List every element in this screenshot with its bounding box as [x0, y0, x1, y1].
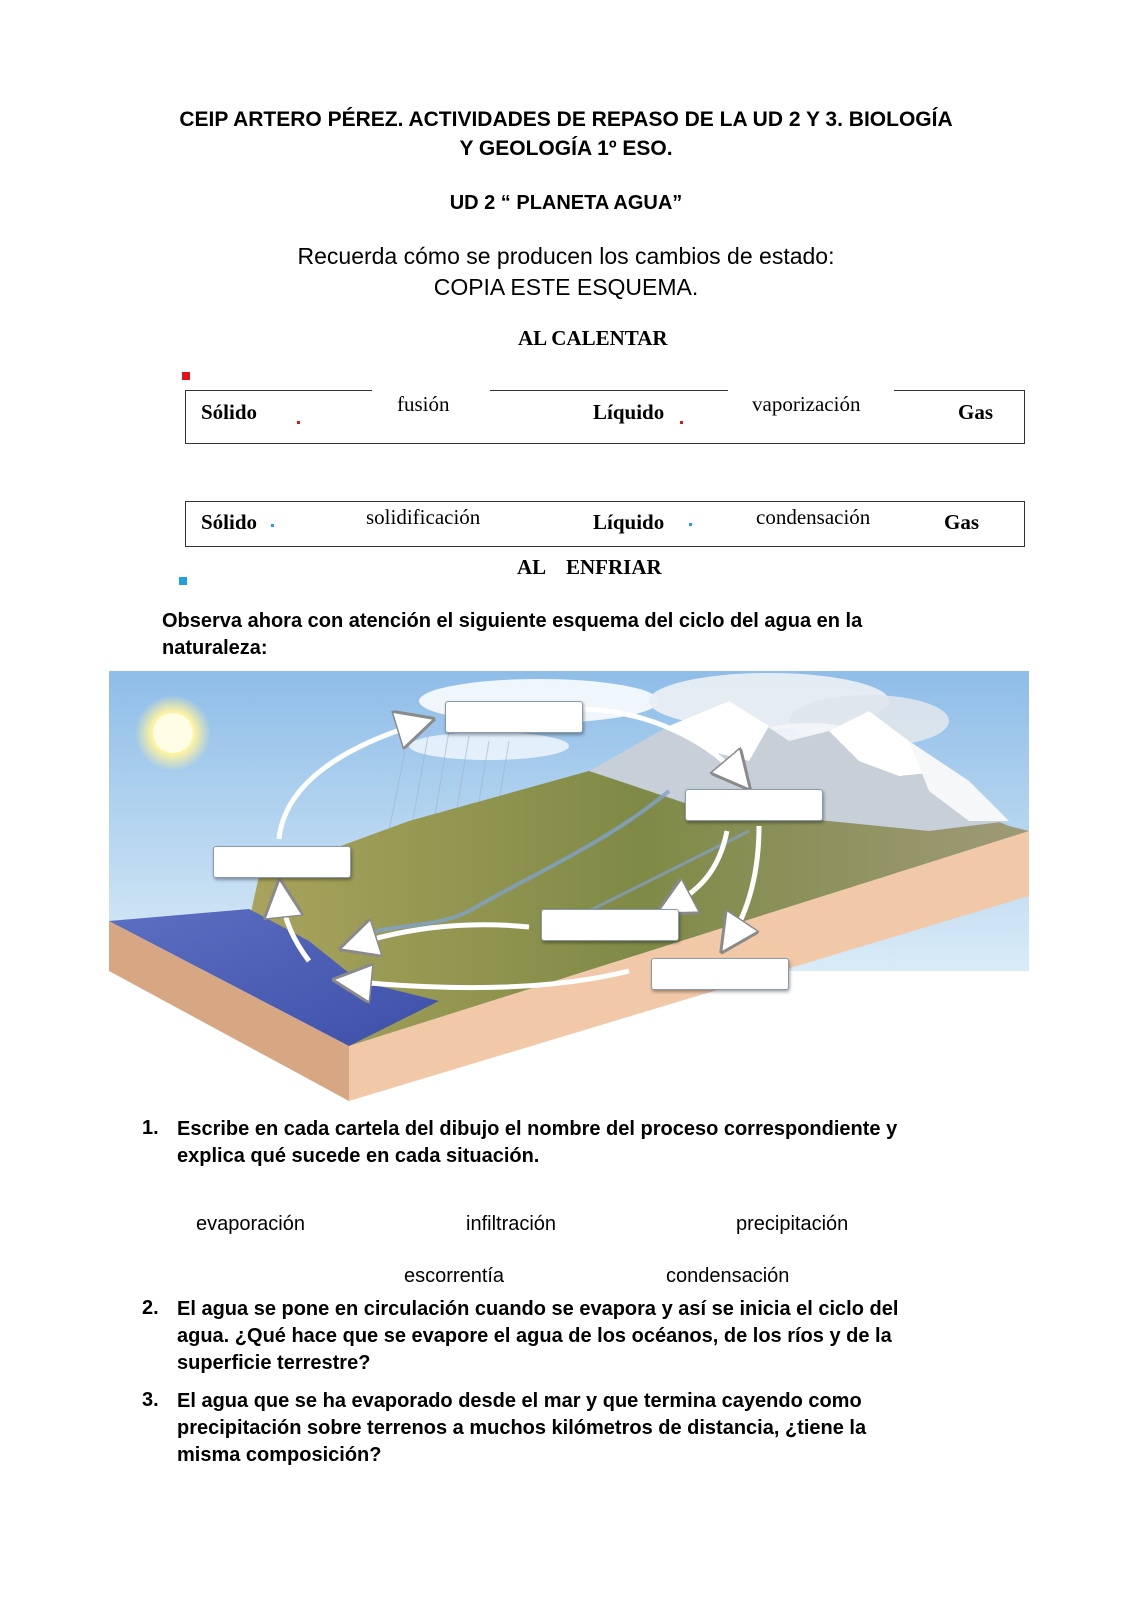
question-2-line2: agua. ¿Qué hace que se evapore el agua de los océanos, de los ríos y de la: [177, 1325, 892, 1347]
word-precipitacion: precipitación: [736, 1213, 849, 1235]
cycle-label-box-mountain[interactable]: [685, 789, 823, 821]
unit-heading: UD 2 “ PLANETA AGUA”: [449, 192, 683, 214]
word-evaporacion: evaporación: [196, 1213, 305, 1235]
heat-process-fusion: fusión: [397, 392, 450, 416]
document-title-line1: CEIP ARTERO PÉREZ. ACTIVIDADES DE REPASO DE LA UD 2 Y 3. BIOLOGÍA: [179, 108, 953, 131]
heat-dot-icon: [680, 421, 683, 424]
cycle-label-box-top[interactable]: [445, 701, 583, 733]
water-cycle-illustration: [109, 671, 1029, 1101]
heat-dot-icon: [297, 421, 300, 424]
heat-gas-label: Gas: [958, 400, 994, 424]
question-3-line2: precipitación sobre terrenos a muchos kilómetros de distancia, ¿tiene la: [177, 1417, 867, 1439]
cool-marker-icon: [179, 577, 187, 585]
cool-dot-icon: [271, 524, 274, 527]
cool-gas-label: Gas: [944, 510, 980, 534]
cycle-label-box-left[interactable]: [213, 846, 351, 878]
cycle-label-box-ground[interactable]: [651, 958, 789, 990]
observe-line1: Observa ahora con atención el siguiente esquema del ciclo del agua en la: [162, 610, 863, 632]
question-2-line3: superficie terrestre?: [177, 1352, 371, 1374]
water-cycle-drawing: [109, 671, 1029, 1101]
question-number: 1.: [142, 1117, 159, 1139]
heat-process-vaporization: vaporización: [752, 392, 861, 416]
word-infiltracion: infiltración: [466, 1213, 557, 1235]
intro-line1: Recuerda cómo se producen los cambios de estado:: [297, 243, 835, 269]
word-condensacion: condensación: [666, 1265, 790, 1287]
cooling-label: AL ENFRIAR: [517, 555, 662, 579]
heat-marker-icon: [182, 372, 190, 380]
cycle-label-box-river[interactable]: [541, 909, 679, 941]
heating-label: AL CALENTAR: [518, 326, 668, 350]
heat-solid-label: Sólido: [201, 400, 258, 424]
cool-process-condensation: condensación: [756, 505, 871, 529]
word-escorrentia: escorrentía: [404, 1265, 505, 1287]
question-number: 3.: [142, 1389, 159, 1411]
question-1-line1: Escribe en cada cartela del dibujo el nombre del proceso correspondiente y: [177, 1118, 898, 1140]
heat-liquid-label: Líquido: [593, 400, 665, 424]
intro-line2: COPIA ESTE ESQUEMA.: [433, 274, 699, 300]
cool-dot-icon: [689, 523, 692, 526]
question-3-line3: misma composición?: [177, 1444, 382, 1466]
document-title-line2: Y GEOLOGÍA 1º ESO.: [459, 137, 673, 160]
question-number: 2.: [142, 1297, 159, 1319]
question-1-line2: explica qué sucede en cada situación.: [177, 1145, 540, 1167]
cool-liquid-label: Líquido: [593, 510, 665, 534]
observe-line2: naturaleza:: [162, 637, 268, 659]
cool-solid-label: Sólido: [201, 510, 258, 534]
question-2-line1: El agua se pone en circulación cuando se evapora y así se inicia el ciclo del: [177, 1298, 899, 1320]
question-3-line1: El agua que se ha evaporado desde el mar y que termina cayendo como: [177, 1390, 862, 1412]
cool-process-solidification: solidificación: [366, 505, 481, 529]
